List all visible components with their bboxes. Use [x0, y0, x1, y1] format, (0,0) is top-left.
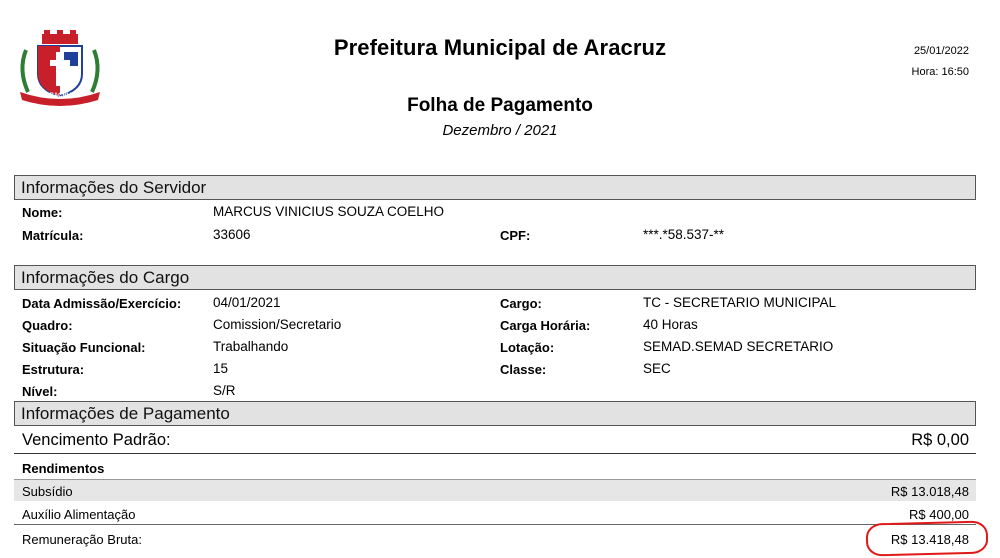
cpf-label: CPF: [500, 228, 531, 243]
carga-horaria-label: Carga Horária: [500, 318, 591, 333]
lotacao-label: Lotação: [500, 340, 555, 355]
nivel-value: S/R [213, 383, 236, 398]
remuneracao-bruta-value: R$ 13.418,48 [890, 532, 969, 547]
vencimento-value: R$ 0,00 [911, 431, 969, 449]
cargo-value: TC - SECRETARIO MUNICIPAL [643, 295, 837, 310]
print-date: 25/01/2022 [913, 45, 969, 57]
nome-value: MARCUS VINICIUS SOUZA COELHO [213, 204, 445, 219]
subsidio-value: R$ 13.018,48 [890, 484, 969, 499]
matricula-label: Matrícula: [22, 228, 84, 243]
estrutura-value: 15 [213, 361, 229, 376]
cpf-value: ***.*58.537-** [643, 227, 725, 242]
vencimento-label: Vencimento Padrão: [22, 431, 171, 449]
section-servidor-header: Informações do Servidor [14, 175, 976, 200]
document-period: Dezembro / 2021 [442, 122, 558, 139]
quadro-label: Quadro: [22, 318, 73, 333]
vencimento-row [14, 428, 976, 454]
auxilio-row [14, 501, 976, 525]
carga-horaria-value: 40 Horas [643, 317, 698, 332]
print-time: Hora: 16:50 [911, 66, 969, 78]
subsidio-row [14, 479, 976, 501]
section-pagamento-header: Informações de Pagamento [14, 401, 976, 426]
classe-value: SEC [643, 361, 671, 376]
section-cargo-header: Informações do Cargo [14, 265, 976, 290]
auxilio-value: R$ 400,00 [909, 507, 969, 522]
admissao-label: Data Admissão/Exercício: [22, 296, 182, 311]
organization-title: Prefeitura Municipal de Aracruz [333, 35, 667, 60]
rendimentos-heading: Rendimentos [22, 461, 105, 476]
situacao-label: Situação Funcional: [22, 340, 146, 355]
classe-label: Classe: [500, 362, 547, 377]
quadro-value: Comission/Secretario [213, 317, 342, 332]
remuneracao-bruta-label: Remuneração Bruta: [22, 532, 142, 547]
matricula-value: 33606 [213, 227, 251, 242]
estrutura-label: Estrutura: [22, 362, 85, 377]
cargo-label: Cargo: [500, 296, 542, 311]
document-title: Folha de Pagamento [407, 95, 593, 116]
auxilio-label: Auxílio Alimentação [22, 507, 136, 522]
nome-label: Nome: [22, 205, 63, 220]
lotacao-value: SEMAD.SEMAD SECRETARIO [643, 339, 834, 354]
admissao-value: 04/01/2021 [213, 295, 281, 310]
nivel-label: Nível: [22, 384, 58, 399]
situacao-value: Trabalhando [213, 339, 289, 354]
crest-ribbon-text: ARACRUZ [45, 93, 75, 99]
subsidio-label: Subsídio [22, 484, 73, 499]
highlight-circle-annotation [866, 520, 989, 556]
remuneracao-bruta-row [14, 527, 976, 551]
